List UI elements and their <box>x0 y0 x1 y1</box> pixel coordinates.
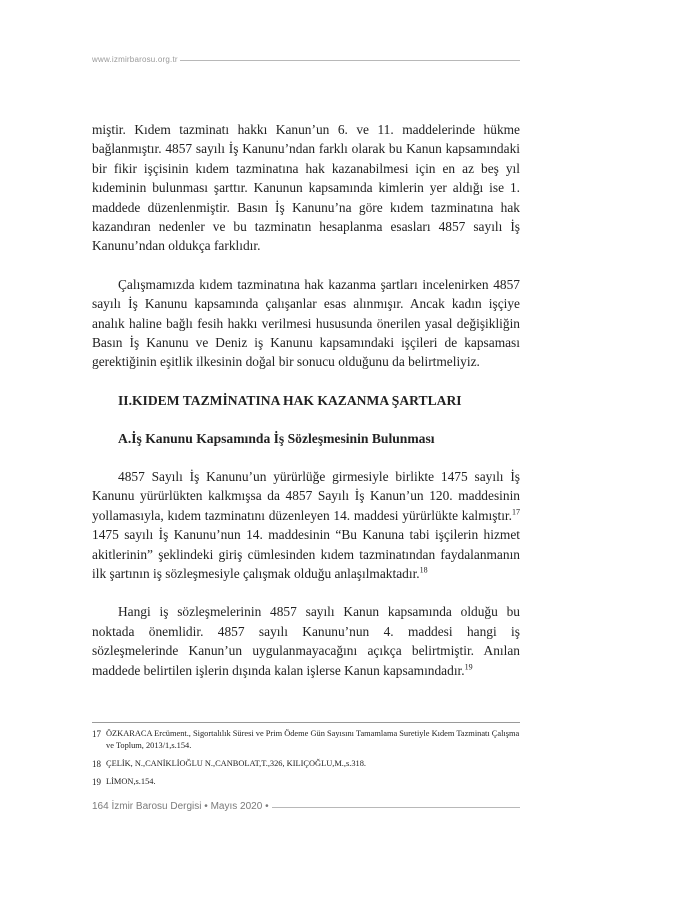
footer-separator: • <box>204 801 208 812</box>
footnote-ref-17[interactable]: 17 <box>512 507 520 517</box>
paragraph-3 <box>92 467 520 583</box>
footnote-17 <box>92 728 520 752</box>
footer-divider <box>272 807 520 808</box>
paragraph-2: Çalışmamızda kıdem tazminatına hak kazanma şartları incelenirken 4857 sayılı İş Kanunu kapsamında çalışanlar esas alınmışır. Ancak kadın işçiye analık haline bağlı fesih hakkı verilmesi hususunda önerilen yasal değişikliğin Basın İş Kanunu ve Deniz iş Kanunu kapsamındaki işçileri de kapsaması gerektiğinin eşitlik ilkesinin doğal bir sonucu olduğunu da belirtmeliyiz. <box>92 276 520 370</box>
footnote-number: 17 <box>92 729 101 739</box>
paragraph-1: miştir. Kıdem tazminatı hakkı Kanun’un 6. ve 11. maddelerinde hükme bağlanmıştır. 4857 sayılı İş Kanunu’ndan farklı olarak bu Kanun kapsamındaki bir fikir işçisinin kıdem tazminatına hak kazanabilmesi için en az beş yıl kıdeminin bulunması şarttır. Kanunun kapsamında kimlerin yer aldığı ise 1. maddede düzenlenmiştir. Basın İş Kanunu’na göre kıdem tazminatına hak kazandıran nedenler ve bu tazminatın hesaplanma esasları 4857 sayılı İş Kanunu’ndan oldukça farklıdır. <box>92 122 520 254</box>
footnote-text: ÖZKARACA Ercüment., Sigortalılık Süresi ve Prim Ödeme Gün Sayısını Tamamlama Suretiyle Kıdem Tazminatı Çalışma ve Toplum, 2013/1,s.154. <box>106 729 520 750</box>
paragraph-3-part-2: 1475 sayılı İş Kanunu’nun 14. maddesinin “Bu Kanuna tabi işçilerin hizmet akitlerinin” şeklindeki giriş cümlesinden kıdem tazminatından faydalanmanın ilk şartının iş sözleşmesiyle çalışmak olduğu anlaşılmaktadır. <box>92 527 520 581</box>
footnote-ref-19[interactable]: 19 <box>464 662 473 672</box>
page-number: 164 <box>92 801 109 812</box>
footnote-19 <box>92 776 520 788</box>
footer-separator-end: • <box>265 801 269 812</box>
subsection-heading: A.İş Kanunu Kapsamında İş Sözleşmesinin Bulunması <box>118 430 435 446</box>
header-divider <box>180 60 520 61</box>
footnote-18 <box>92 758 520 770</box>
page-body <box>92 120 520 680</box>
footnote-divider <box>92 722 520 723</box>
footnote-number: 19 <box>92 777 101 787</box>
footnote-ref-18[interactable]: 18 <box>419 565 428 575</box>
issue-date: Mayıs 2020 <box>210 801 263 812</box>
paragraph-4-text: Hangi iş sözleşmelerinin 4857 sayılı Kanun kapsamında olduğu bu noktada önemlidir. 4857 sayılı Kanunu’nun 4. maddesi hangi iş sözleşmelerinde Kanun’un uygulanmayacağını açıkça belirtmiştir. Anılan maddede belirtilen işlerin dışında kalan işlerse Kanun kapsamındadır. <box>92 604 520 678</box>
footnote-text: LİMON,s.154. <box>106 777 156 786</box>
paragraph-4 <box>92 602 520 680</box>
paragraph-3-part-1: 4857 Sayılı İş Kanunu’un yürürlüğe girmesiyle birlikte 1475 sayılı İş Kanunu yürürlükten kalkmışsa da 4857 Sayılı İş Kanun’un 120. maddesinin yollamasıyla, kıdem tazminatını düzenleyen 14. maddesi yürürlükte kalmıştır. <box>92 468 520 523</box>
journal-name: İzmir Barosu Dergisi <box>111 801 202 812</box>
page-footer <box>92 801 269 812</box>
header-url: www.izmirbarosu.org.tr <box>92 55 178 64</box>
section-heading: II.KIDEM TAZMİNATINA HAK KAZANMA ŞARTLARI <box>118 392 462 408</box>
footnote-text: ÇELİK, N.,CANİKLİOĞLU N.,CANBOLAT,T.,326, KILIÇOĞLU,M.,s.318. <box>106 759 366 768</box>
footnote-number: 18 <box>92 759 101 769</box>
footnotes <box>92 728 520 794</box>
